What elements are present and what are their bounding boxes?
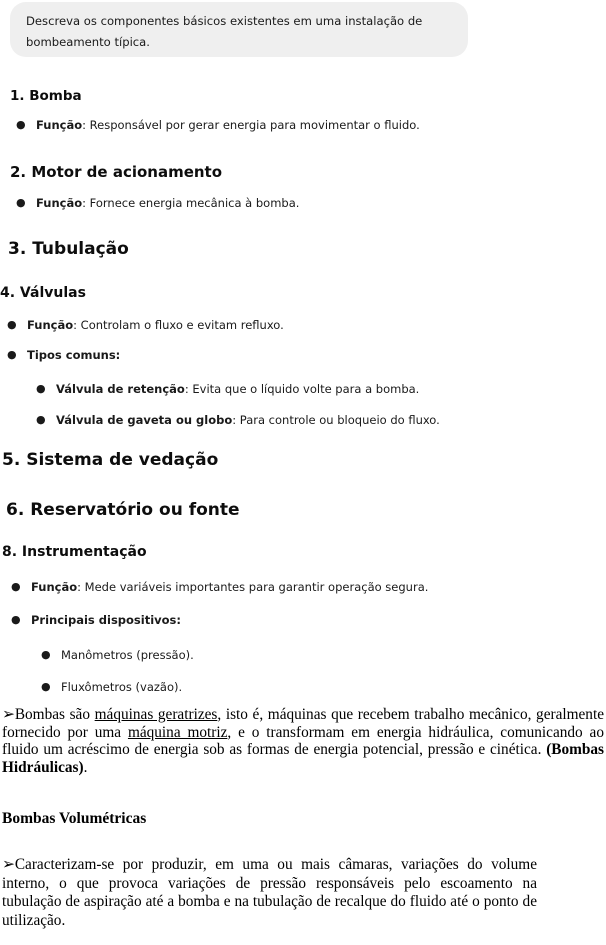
user-prompt-text: Descreva os componentes básicos existentes em uma instalação de bombeamento típica. [26,14,423,49]
bullet-text: : Mede variáveis importantes para garantir operação segura. [77,580,429,594]
bullet-label: Tipos comuns: [27,348,121,362]
list-item [36,413,440,427]
bullet-icon: ● [16,196,26,209]
user-prompt-bubble [10,2,468,57]
bullet-icon: ● [11,613,21,626]
underlined-term: máquina motriz [127,723,228,741]
bullet-icon: ● [36,382,46,395]
paragraph-bombas [2,706,604,776]
paragraph-text: Caracterizam-se por produzir, em uma ou mais câmaras, variações do volume interno, o que provoca variações de pressão responsáveis pelo escoamento na tubulação de aspiração até a bomba e na tubulação de recalque do fluido até o ponto de utilização. [2,856,537,929]
bullet-icon: ● [36,413,46,426]
heading-reservatorio: 6. Reservatório ou fonte [6,500,240,520]
bullet-text: : Para controle ou bloqueio do fluxo. [232,413,440,427]
paragraph-text: Bombas são [14,706,95,723]
paragraph-text: , e o transformam em energia hidráulica, comunicando ao fluido um acréscimo de energia sob as formas de energia potencial, pressão e cinética. [2,723,604,758]
bullet-icon: ● [41,648,51,661]
bullet-label: Principais dispositivos: [31,613,181,627]
paragraph-text: . [83,758,88,776]
bullet-icon: ● [41,680,51,693]
bullet-text: Manômetros (pressão). [61,648,194,662]
bullet-label: Válvula de gaveta ou globo [56,413,233,427]
heading-motor: 2. Motor de acionamento [10,163,223,181]
bullet-label: Função [27,318,74,332]
list-item [16,118,420,132]
bullet-icon: ● [16,118,26,131]
heading-bomba: 1. Bomba [10,88,82,104]
bullet-icon: ● [11,580,21,593]
heading-valvulas: 4. Válvulas [0,285,86,301]
bullet-icon: ● [7,318,17,331]
bullet-label: Válvula de retenção [56,382,185,396]
list-item [16,196,300,210]
heading-bombas-volumetricas: Bombas Volumétricas [2,810,147,827]
heading-sistema-vedacao: 5. Sistema de vedação [2,450,219,470]
list-item [36,382,420,396]
list-item [7,318,284,332]
list-item [11,613,181,627]
bullet-label: Função [36,118,83,132]
arrow-bullet-icon: ➢ [2,706,15,723]
list-item [41,680,183,694]
bold-term: (Bombas Hidráulicas) [2,741,604,776]
bullet-label: Função [31,580,78,594]
paragraph-text: , isto é, máquinas que recebem trabalho mecânico, geralmente fornecido por uma [2,706,604,741]
list-item [11,580,429,594]
bullet-text: Fluxômetros (vazão). [61,680,183,694]
bullet-text: : Evita que o líquido volte para a bomba. [184,382,420,396]
bullet-icon: ● [7,348,17,361]
underlined-term: máquinas geratrizes [94,706,218,723]
bullet-text: : Responsável por gerar energia para movimentar o fluido. [82,118,420,132]
arrow-bullet-icon: ➢ [2,856,15,873]
heading-instrumentacao: 8. Instrumentação [2,544,147,560]
bullet-text: : Fornece energia mecânica à bomba. [82,196,300,210]
list-item [41,648,194,662]
paragraph-volumetricas [2,856,537,930]
bullet-label: Função [36,196,83,210]
heading-tubulacao: 3. Tubulação [8,239,129,259]
list-item [7,348,121,362]
bullet-text: : Controlam o fluxo e evitam refluxo. [73,318,284,332]
